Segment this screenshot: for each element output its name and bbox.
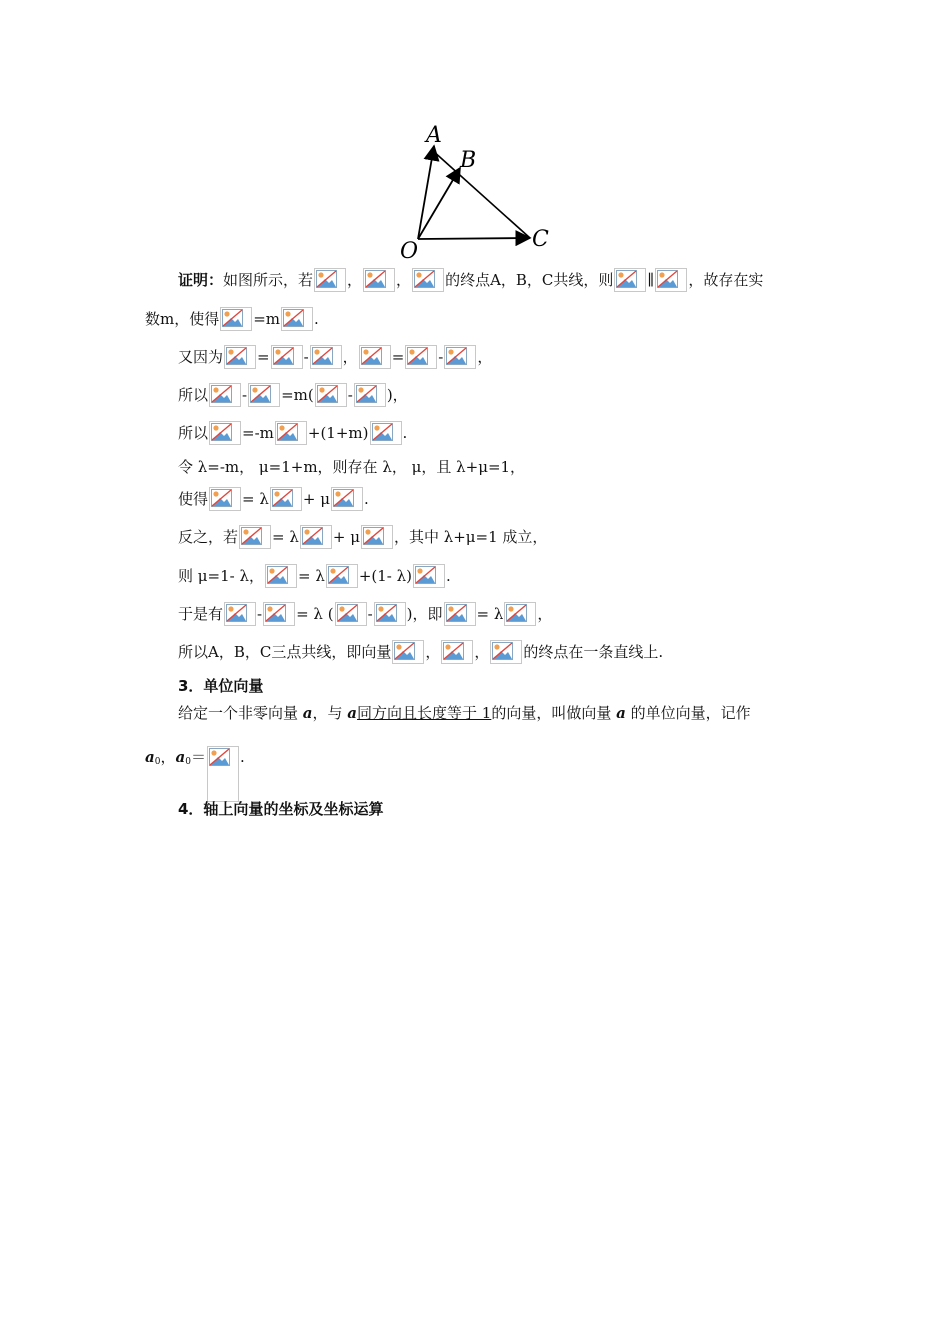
broken-image-icon xyxy=(209,487,241,511)
broken-image-icon xyxy=(314,268,346,292)
broken-image-icon xyxy=(413,564,445,588)
text: ， xyxy=(342,348,358,366)
text: ， xyxy=(477,348,493,366)
broken-image-icon xyxy=(310,345,342,369)
text: 又因为 xyxy=(178,348,224,366)
broken-image-icon xyxy=(441,640,473,664)
broken-image-icon xyxy=(281,307,313,331)
text: a xyxy=(616,704,626,722)
broken-image-icon xyxy=(335,602,367,626)
text: = λ ( xyxy=(296,605,334,623)
vector-OC xyxy=(418,238,530,239)
text: ，与 xyxy=(312,704,348,722)
broken-image-icon xyxy=(444,602,476,626)
text: )， xyxy=(386,386,408,404)
section-3-heading: 3．单位向量 xyxy=(178,677,264,695)
text: ， xyxy=(160,748,176,766)
broken-image-icon xyxy=(209,421,241,445)
text: - xyxy=(367,605,373,623)
broken-image-icon xyxy=(331,487,363,511)
section-4-heading: 4．轴上向量的坐标及坐标运算 xyxy=(178,800,384,818)
broken-image-icon xyxy=(220,307,252,331)
proof-line-9 xyxy=(178,564,858,588)
text: 的终点A，B，C共线，则 xyxy=(445,271,614,289)
broken-image-icon xyxy=(374,602,406,626)
broken-image-icon xyxy=(248,383,280,407)
text: ＝ xyxy=(190,748,206,766)
text: a xyxy=(302,704,313,722)
text: 所以 xyxy=(178,386,209,404)
label-O: O xyxy=(400,239,419,263)
text: 如图所示，若 xyxy=(223,271,314,289)
broken-image-icon xyxy=(271,345,303,369)
broken-image-icon xyxy=(239,525,271,549)
broken-image-icon xyxy=(655,268,687,292)
text: 令 λ=-m， μ=1+m，则存在 λ， μ，且 λ+μ=1， xyxy=(178,458,526,476)
text: + μ xyxy=(332,528,360,546)
text: - xyxy=(347,386,353,404)
text: 的向量，叫做向量 xyxy=(491,704,617,722)
broken-image-icon xyxy=(363,268,395,292)
text: = xyxy=(391,348,405,366)
text: +(1+m) xyxy=(307,424,369,442)
broken-image-icon xyxy=(315,383,347,407)
broken-image-icon xyxy=(405,345,437,369)
text: 数m，使得 xyxy=(145,310,220,328)
broken-image-icon xyxy=(224,602,256,626)
broken-image-icon xyxy=(504,602,536,626)
proof-line-11 xyxy=(178,640,858,664)
proof-line-1 xyxy=(178,268,858,292)
text: ， xyxy=(474,643,490,661)
text: 同方向且长度等于 1 xyxy=(357,704,492,722)
text: 使得 xyxy=(178,490,209,508)
broken-image-icon xyxy=(614,268,646,292)
broken-image-icon xyxy=(370,421,402,445)
proof-line-2 xyxy=(145,307,825,331)
text: =m xyxy=(253,310,281,328)
text: = λ xyxy=(297,567,325,585)
text: = λ xyxy=(476,605,504,623)
text: 于是有 xyxy=(178,605,224,623)
text: . xyxy=(363,490,369,508)
vector-figure xyxy=(390,118,570,263)
text: 的终点在一条直线上. xyxy=(523,643,664,661)
proof-line-4 xyxy=(178,383,858,407)
broken-image-icon xyxy=(270,487,302,511)
text: . xyxy=(314,310,319,328)
proof-line-7 xyxy=(178,487,858,511)
text: ， xyxy=(425,643,441,661)
text: a xyxy=(145,748,155,766)
text: 所以A，B，C三点共线，即向量 xyxy=(178,643,392,661)
text: 0 xyxy=(185,757,191,767)
text: + μ xyxy=(302,490,330,508)
proof-line-6 xyxy=(178,455,858,479)
text: 的单位向量，记作 xyxy=(625,704,751,722)
broken-image-icon xyxy=(265,564,297,588)
broken-image-icon xyxy=(359,345,391,369)
text: 则 μ=1- λ， xyxy=(178,567,264,585)
text: - xyxy=(438,348,444,366)
text: 所以 xyxy=(178,424,209,442)
text: a xyxy=(175,748,186,766)
broken-image-icon xyxy=(300,525,332,549)
text: = xyxy=(257,348,270,366)
broken-image-icon xyxy=(412,268,444,292)
text: . xyxy=(446,567,451,585)
text: ，故存在实 xyxy=(688,271,764,289)
proof-line-5 xyxy=(178,421,858,445)
text: =-m xyxy=(242,424,274,442)
broken-image-icon xyxy=(209,383,241,407)
broken-image-icon xyxy=(490,640,522,664)
text: 反之，若 xyxy=(178,528,239,546)
text: - xyxy=(242,386,248,404)
text: = λ xyxy=(272,528,299,546)
text: ， xyxy=(347,271,363,289)
text: )，即 xyxy=(406,605,443,623)
text: 0 xyxy=(154,757,161,767)
proof-line-3 xyxy=(178,345,858,369)
text: =m( xyxy=(281,386,314,404)
text: +(1- λ) xyxy=(358,567,412,585)
text: ，其中 λ+μ=1 成立， xyxy=(393,528,548,546)
section-3-formula xyxy=(145,745,825,802)
proof-line-10 xyxy=(178,602,858,626)
text: ， xyxy=(396,271,412,289)
label-A: A xyxy=(426,123,442,148)
broken-image-icon xyxy=(392,640,424,664)
broken-image-icon xyxy=(354,383,386,407)
segment-AC xyxy=(432,150,530,238)
broken-image-icon xyxy=(326,564,358,588)
broken-image-icon xyxy=(224,345,256,369)
broken-image-icon xyxy=(263,602,295,626)
section-3-text xyxy=(178,701,858,725)
broken-image-icon xyxy=(207,746,239,802)
broken-image-icon xyxy=(444,345,476,369)
text: . xyxy=(239,748,245,766)
text: a xyxy=(347,704,358,722)
proof-label: 证明： xyxy=(178,271,224,289)
label-C: C xyxy=(532,227,549,252)
text: 给定一个非零向量 xyxy=(178,704,303,722)
broken-image-icon xyxy=(275,421,307,445)
broken-image-icon xyxy=(361,525,393,549)
label-B: B xyxy=(460,148,477,173)
text: - xyxy=(303,348,309,366)
text: ， xyxy=(537,605,553,623)
text: ∥ xyxy=(647,271,655,289)
proof-line-8 xyxy=(178,525,858,549)
text: - xyxy=(257,605,263,623)
text: = λ xyxy=(242,490,269,508)
text: . xyxy=(402,424,408,442)
